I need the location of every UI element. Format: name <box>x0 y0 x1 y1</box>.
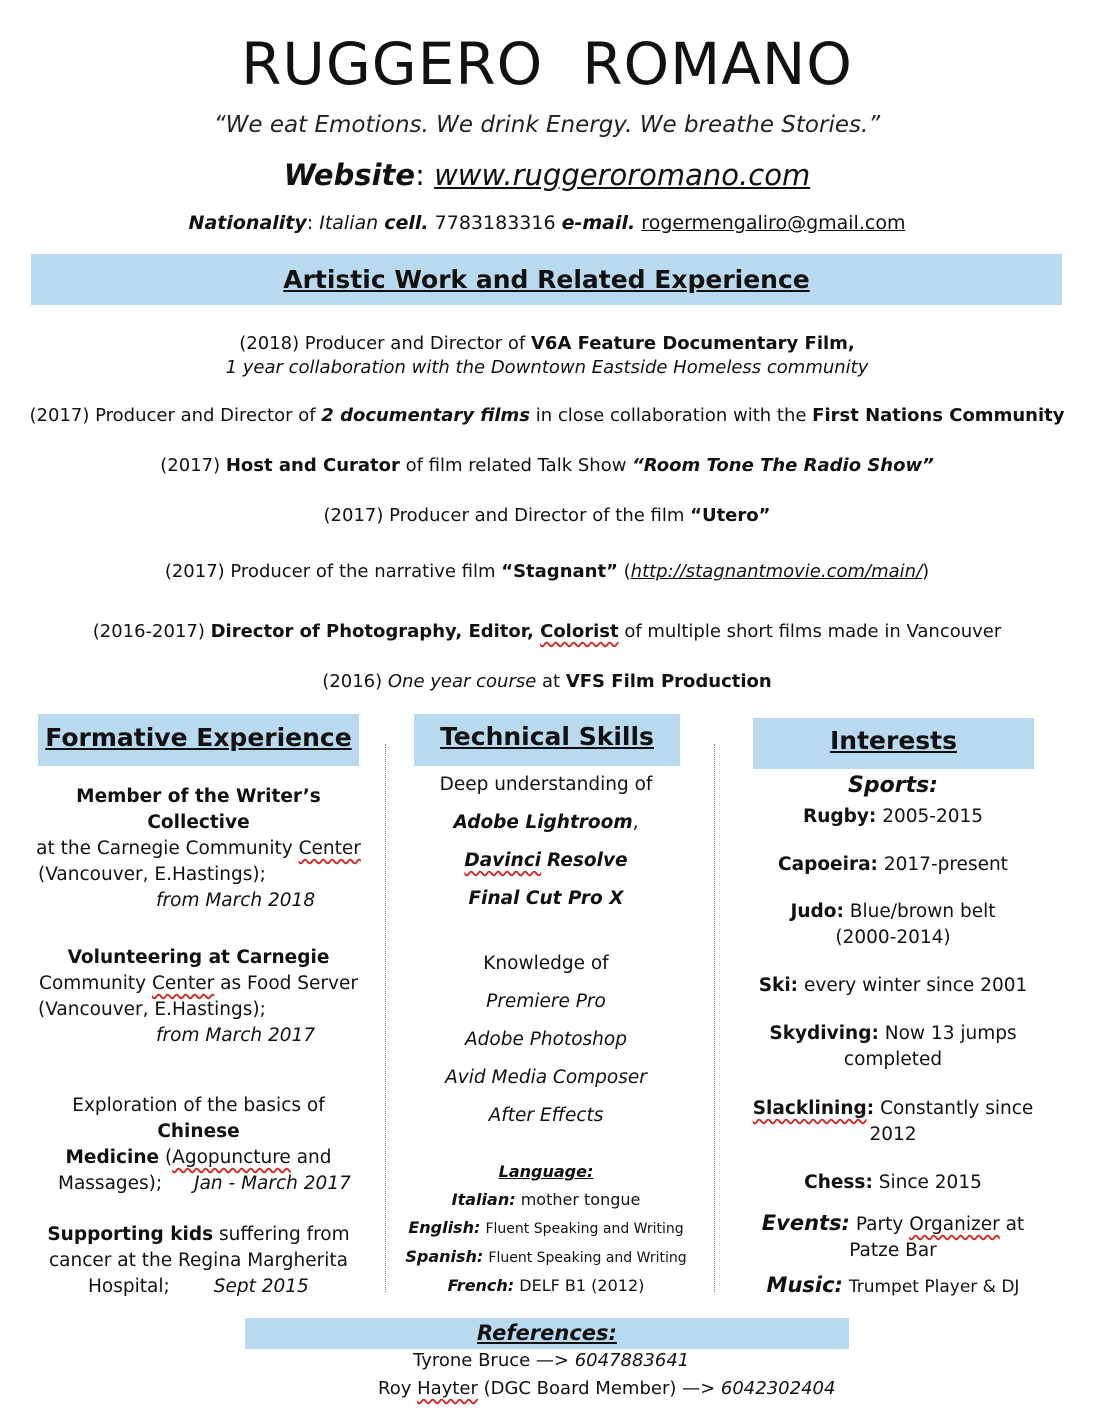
language-level: DELF B1 (2012) <box>519 1276 645 1295</box>
artistic-section-bar <box>31 254 1062 305</box>
cell-value: 7783183316 <box>434 212 556 234</box>
item-date: Sept 2015 <box>213 1276 309 1297</box>
item-bold: VFS Film Production <box>565 671 772 692</box>
item-text: (2017) <box>160 455 226 476</box>
reference-2 <box>378 1378 835 1399</box>
interest-value: 2012 <box>869 1124 917 1145</box>
item-text: at <box>536 671 566 692</box>
interests-heading: Interests <box>829 726 957 755</box>
references-section-bar <box>245 1318 849 1349</box>
knowledge-label: Knowledge of <box>483 953 609 974</box>
interest-value: Now 13 jumps <box>884 1023 1017 1044</box>
item-text: (2016-2017) <box>92 621 211 642</box>
interest-value: Trumpet Player & DJ <box>848 1277 1020 1297</box>
item-text: Center <box>152 973 215 994</box>
reference-name: Tyrone Bruce —> <box>413 1350 575 1371</box>
item-bold: Volunteering at Carnegie <box>67 947 330 968</box>
technical-heading: Technical Skills <box>440 722 654 751</box>
language-block <box>396 1158 696 1300</box>
reference-name: Hayter <box>417 1378 478 1399</box>
stagnant-link[interactable]: http://stagnantmovie.com/main/ <box>630 561 923 582</box>
item-bold: Director of Photography, Editor, <box>210 621 541 642</box>
item-text: and <box>290 1147 332 1168</box>
interest-value: Constantly since <box>880 1098 1034 1119</box>
item-bold: “Stagnant” <box>501 561 618 582</box>
skill-item: After Effects <box>488 1105 604 1126</box>
interest-name: Judo: <box>790 901 844 922</box>
item-bold: Supporting kids <box>47 1224 214 1245</box>
item-text: (2017) Producer and Director of <box>29 405 322 426</box>
artistic-item-1 <box>0 333 1094 354</box>
item-text: Massages); <box>58 1173 163 1194</box>
formative-item-1 <box>36 784 361 914</box>
interest-name: Capoeira: <box>778 854 878 875</box>
item-text: (Vancouver, E.Hastings); <box>38 864 266 885</box>
item-bold: V6A Feature Documentary Film, <box>530 333 855 354</box>
item-text: Agopuncture <box>172 1147 291 1168</box>
interest-name: Ski: <box>758 975 799 996</box>
formative-item-2 <box>36 945 361 1049</box>
interest-value: Since 2015 <box>878 1172 982 1193</box>
interest-value: at <box>999 1214 1025 1235</box>
reference-1 <box>413 1350 689 1371</box>
language-name: Italian: <box>451 1190 516 1209</box>
item-text: cancer at the Regina Margherita <box>49 1250 348 1271</box>
language-name: English: <box>408 1218 481 1237</box>
reference-phone: 6042302404 <box>720 1378 836 1399</box>
item-bold: Colorist <box>540 621 619 642</box>
technical-column: Deep understanding of Adobe Lightroom, Davinci Resolve Final Cut Pro X <box>396 766 696 918</box>
interest-name: Slacklining <box>752 1098 867 1119</box>
interest-name: Skydiving: <box>769 1023 879 1044</box>
item-bold: Medicine <box>65 1147 160 1168</box>
skill-item: Premiere Pro <box>486 991 606 1012</box>
item-italic: One year course <box>387 671 537 692</box>
item-bold: Host and Curator <box>225 455 400 476</box>
item-text: (2017) Producer of the narrative film <box>164 561 502 582</box>
item-text: in close collaboration with the <box>530 405 813 426</box>
item-text: at the Carnegie Community <box>36 838 299 859</box>
nationality-value: Italian <box>319 212 379 234</box>
formative-heading: Formative Experience <box>45 723 352 752</box>
skill-item: Final Cut Pro X <box>468 888 624 909</box>
interest-value: Organizer <box>909 1214 1000 1235</box>
resume-name <box>0 30 1094 98</box>
artistic-item-6 <box>0 621 1094 642</box>
interest-value: Party <box>855 1214 910 1235</box>
first-name: RUGGERO <box>241 30 544 98</box>
artistic-item-7 <box>0 671 1094 692</box>
nationality-label: Nationality <box>188 212 307 234</box>
website-link[interactable]: www.ruggeroromano.com <box>434 158 811 192</box>
column-divider <box>714 744 715 1292</box>
interest-value: every winter since 2001 <box>803 975 1028 996</box>
skill-item: Davinci <box>464 850 542 871</box>
last-name: ROMANO <box>582 30 853 98</box>
item-text: of multiple short films made in Vancouver <box>618 621 1002 642</box>
email-link[interactable]: rogermengaliro@gmail.com <box>641 212 906 234</box>
item-text: (2018) Producer and Director of <box>239 333 531 354</box>
interest-name: Events: <box>761 1211 850 1235</box>
artistic-item-5: (2017) Producer of the narrative film “Stagnant” (http://stagnantmovie.com/main/) <box>164 561 930 582</box>
item-text: Exploration of the basics of <box>72 1095 325 1116</box>
references-heading: References: <box>477 1321 617 1345</box>
contact-line: Nationality: Italian cell. 7783183316 e-mail. rogermengaliro@gmail.com <box>188 212 906 234</box>
interest-name: Chess: <box>804 1172 873 1193</box>
artistic-item-2 <box>0 405 1094 426</box>
deep-label: Deep understanding of <box>439 774 653 795</box>
item-text: Center <box>298 838 361 859</box>
language-name: French: <box>447 1276 515 1295</box>
item-text: Hospital; <box>88 1276 170 1297</box>
interests-column <box>743 772 1043 1300</box>
language-label: Language: <box>498 1162 594 1181</box>
formative-section-bar <box>38 714 359 766</box>
cell-label: cell. <box>384 212 429 234</box>
reference-name: (DGC Board Member) —> <box>477 1378 721 1399</box>
interests-section-bar <box>753 718 1034 769</box>
artistic-item-3 <box>0 455 1094 476</box>
item-text: as Food Server <box>214 973 358 994</box>
reference-name: Roy <box>378 1378 418 1399</box>
artistic-item-1-line2: 1 year collaboration with the Downtown Eastside Homeless community <box>225 357 869 378</box>
sports-label: Sports: <box>848 773 938 798</box>
item-bold: First Nations Community <box>812 405 1065 426</box>
item-text: Community <box>39 973 152 994</box>
item-bold-italic: 2 documentary films <box>321 405 531 426</box>
column-divider <box>385 744 386 1292</box>
interest-value: 2005-2015 <box>882 806 984 827</box>
item-text: (Vancouver, E.Hastings); <box>38 999 266 1020</box>
language-name: Spanish: <box>405 1247 484 1266</box>
website-label: Website <box>283 158 416 192</box>
interest-value: Blue/brown belt <box>849 901 996 922</box>
item-text: of film related Talk Show <box>399 455 633 476</box>
item-bold: “Utero” <box>690 505 771 526</box>
skill-item: Resolve <box>547 850 628 871</box>
interest-name: Music: <box>766 1273 843 1297</box>
item-date: from March 2017 <box>156 1025 316 1046</box>
interest-value: 2017-present <box>883 854 1008 875</box>
item-bold-italic: “Room Tone The Radio Show” <box>632 455 934 476</box>
item-bold: Member of the Writer’s Collective <box>76 786 321 833</box>
language-level: Fluent Speaking and Writing <box>485 1221 684 1237</box>
item-date: from March 2018 <box>156 890 316 911</box>
interest-name: Rugby: <box>802 806 877 827</box>
language-level: Fluent Speaking and Writing <box>488 1250 687 1266</box>
item-bold: Chinese <box>157 1121 240 1142</box>
email-label: e-mail. <box>561 212 636 234</box>
reference-phone: 6047883641 <box>574 1350 690 1371</box>
interest-value: (2000-2014) <box>835 927 951 948</box>
motto: “We eat Emotions. We drink Energy. We breathe Stories.” <box>213 112 881 138</box>
interest-name: : <box>866 1098 875 1119</box>
formative-item-4 <box>36 1222 361 1300</box>
item-text: (2016) <box>322 671 388 692</box>
skill-item: Adobe Lightroom <box>453 812 633 833</box>
skill-item: Avid Media Composer <box>445 1067 647 1088</box>
skill-item: Adobe Photoshop <box>465 1029 627 1050</box>
interest-value: completed <box>843 1049 943 1070</box>
website-line: Website: www.ruggeroromano.com <box>283 158 811 192</box>
artistic-heading: Artistic Work and Related Experience <box>283 265 810 294</box>
artistic-item-4 <box>0 505 1094 526</box>
interest-value: Patze Bar <box>849 1240 937 1261</box>
formative-item-3: Exploration of the basics of Chinese Medicine (Agopuncture and Massages); Jan - March 2017 <box>58 1095 351 1194</box>
language-level: mother tongue <box>520 1190 641 1209</box>
item-date: Jan - March 2017 <box>194 1173 351 1194</box>
item-text: (2017) Producer and Director of the film <box>323 505 691 526</box>
item-text: suffering from <box>213 1224 350 1245</box>
technical-section-bar <box>414 714 680 766</box>
technical-knowledge <box>396 945 696 1135</box>
